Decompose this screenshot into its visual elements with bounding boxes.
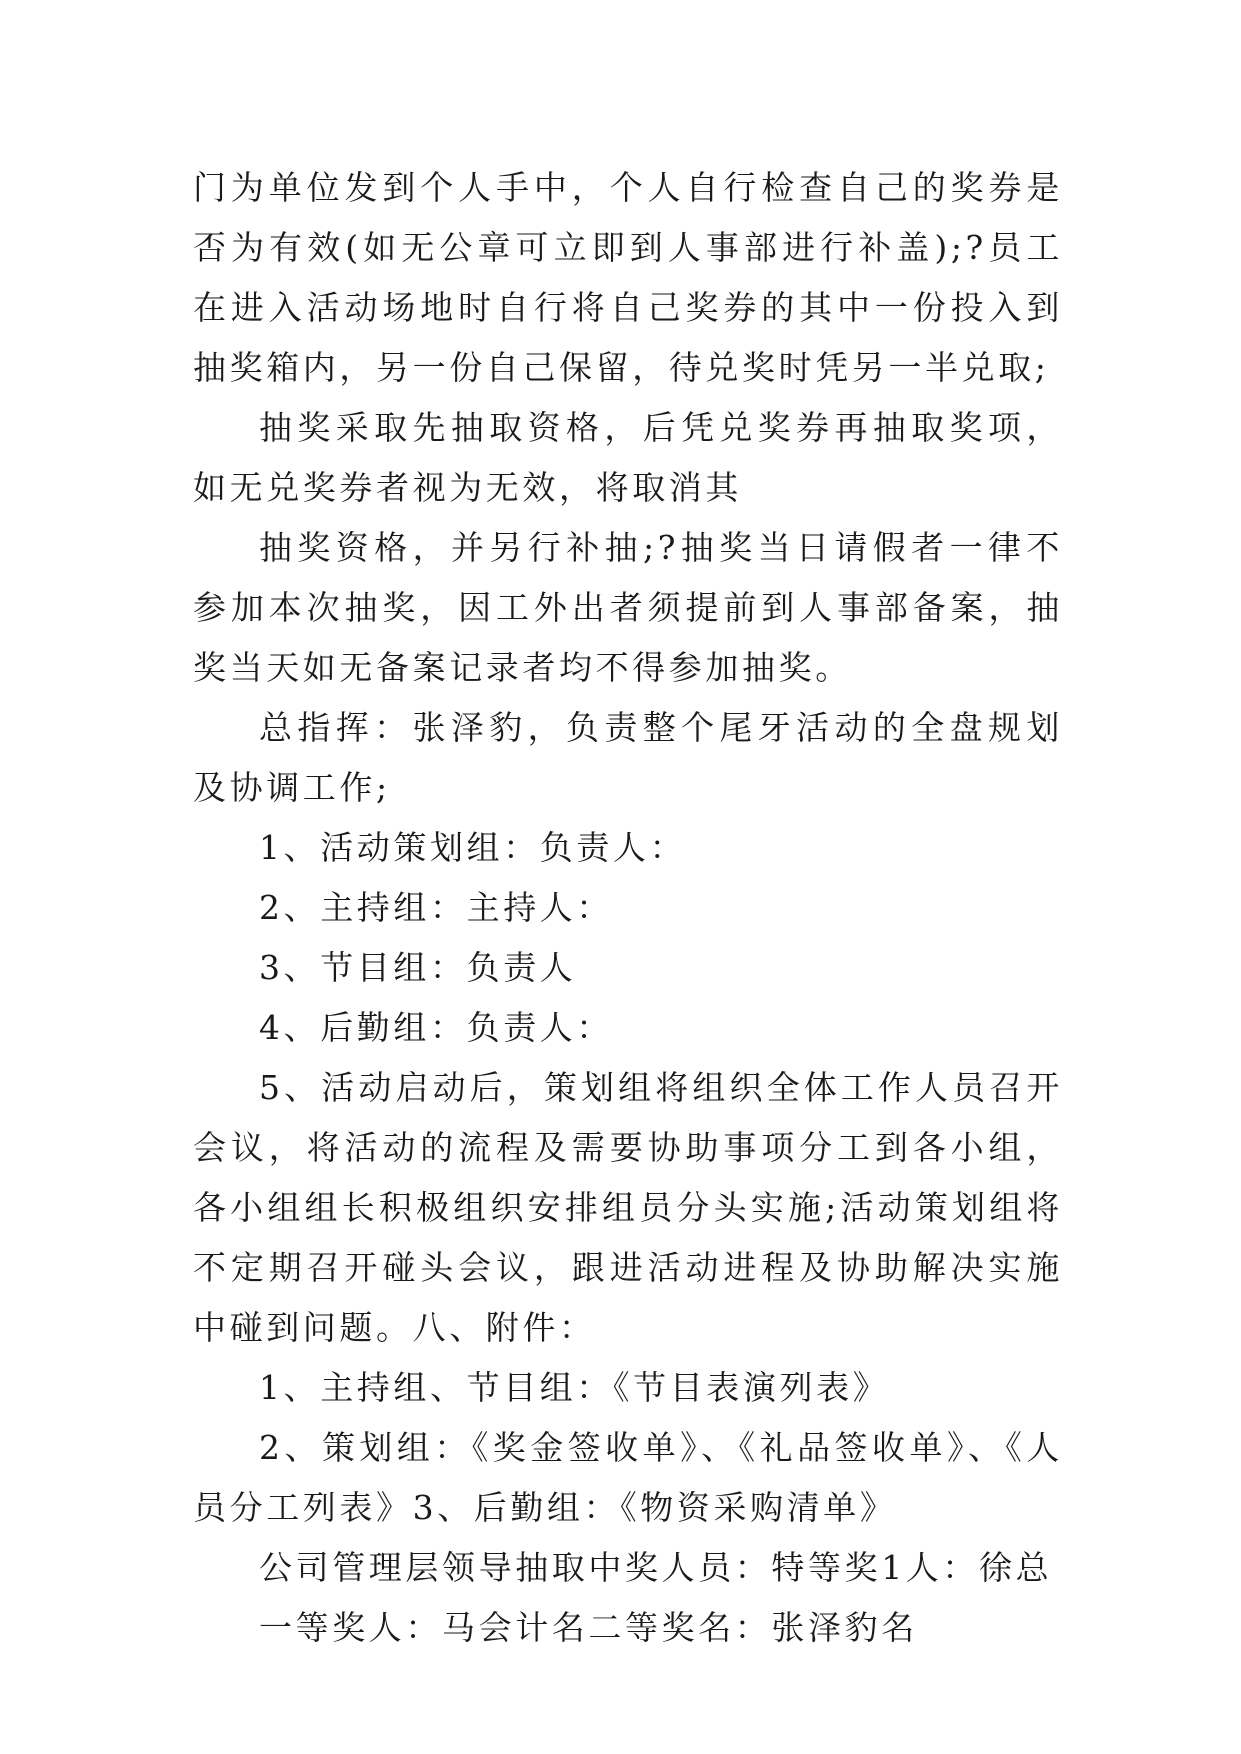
attachment-item-program-list: 1、主持组、节目组：《节目表演列表》	[259, 1368, 890, 1407]
list-item-host-group: 2、主持组：主持人：	[259, 888, 613, 927]
list-item-planning-group: 1、活动策划组：负责人：	[259, 828, 687, 867]
document-page	[193, 158, 1063, 1658]
attachment-item-planning-forms: 2、策划组：《奖金签收单》、《礼品签收单》、《人员分工列表》3、后勤组：《物资采购清单》	[193, 1428, 1063, 1527]
paragraph-ticket-distribution: 门为单位发到个人手中，个人自行检查自己的奖券是否为有效(如无公章可立即到人事部进行补盖);?员工在进入活动场地时自行将自己奖券的其中一份投入到抽奖箱内，另一份自己保留，待兑奖时凭另一半兑取;	[193, 168, 1063, 387]
paragraph-lottery-eligibility: 抽奖资格，并另行补抽;?抽奖当日请假者一律不参加本次抽奖，因工外出者须提前到人事部备案，抽奖当天如无备案记录者均不得参加抽奖。	[193, 528, 1063, 687]
paragraph-prize-winners: 公司管理层领导抽取中奖人员：特等奖1人：徐总	[259, 1548, 1053, 1587]
list-item-kickoff-meeting: 5、活动启动后，策划组将组织全体工作人员召开会议，将活动的流程及需要协助事项分工到各小组，各小组组长积极组织安排组员分头实施;活动策划组将不定期召开碰头会议，跟进活动进程及协助解决实施中碰到问题。八、附件：	[193, 1068, 1063, 1347]
paragraph-prize-levels: 一等奖人：马会计名二等奖名：张泽豹名	[259, 1608, 918, 1647]
list-item-logistics-group: 4、后勤组：负责人：	[259, 1008, 613, 1047]
paragraph-commander: 总指挥：张泽豹，负责整个尾牙活动的全盘规划及协调工作;	[193, 708, 1063, 807]
paragraph-lottery-method: 抽奖采取先抽取资格，后凭兑奖券再抽取奖项，如无兑奖券者视为无效，将取消其	[193, 408, 1063, 507]
list-item-program-group: 3、节目组：负责人	[259, 948, 577, 987]
